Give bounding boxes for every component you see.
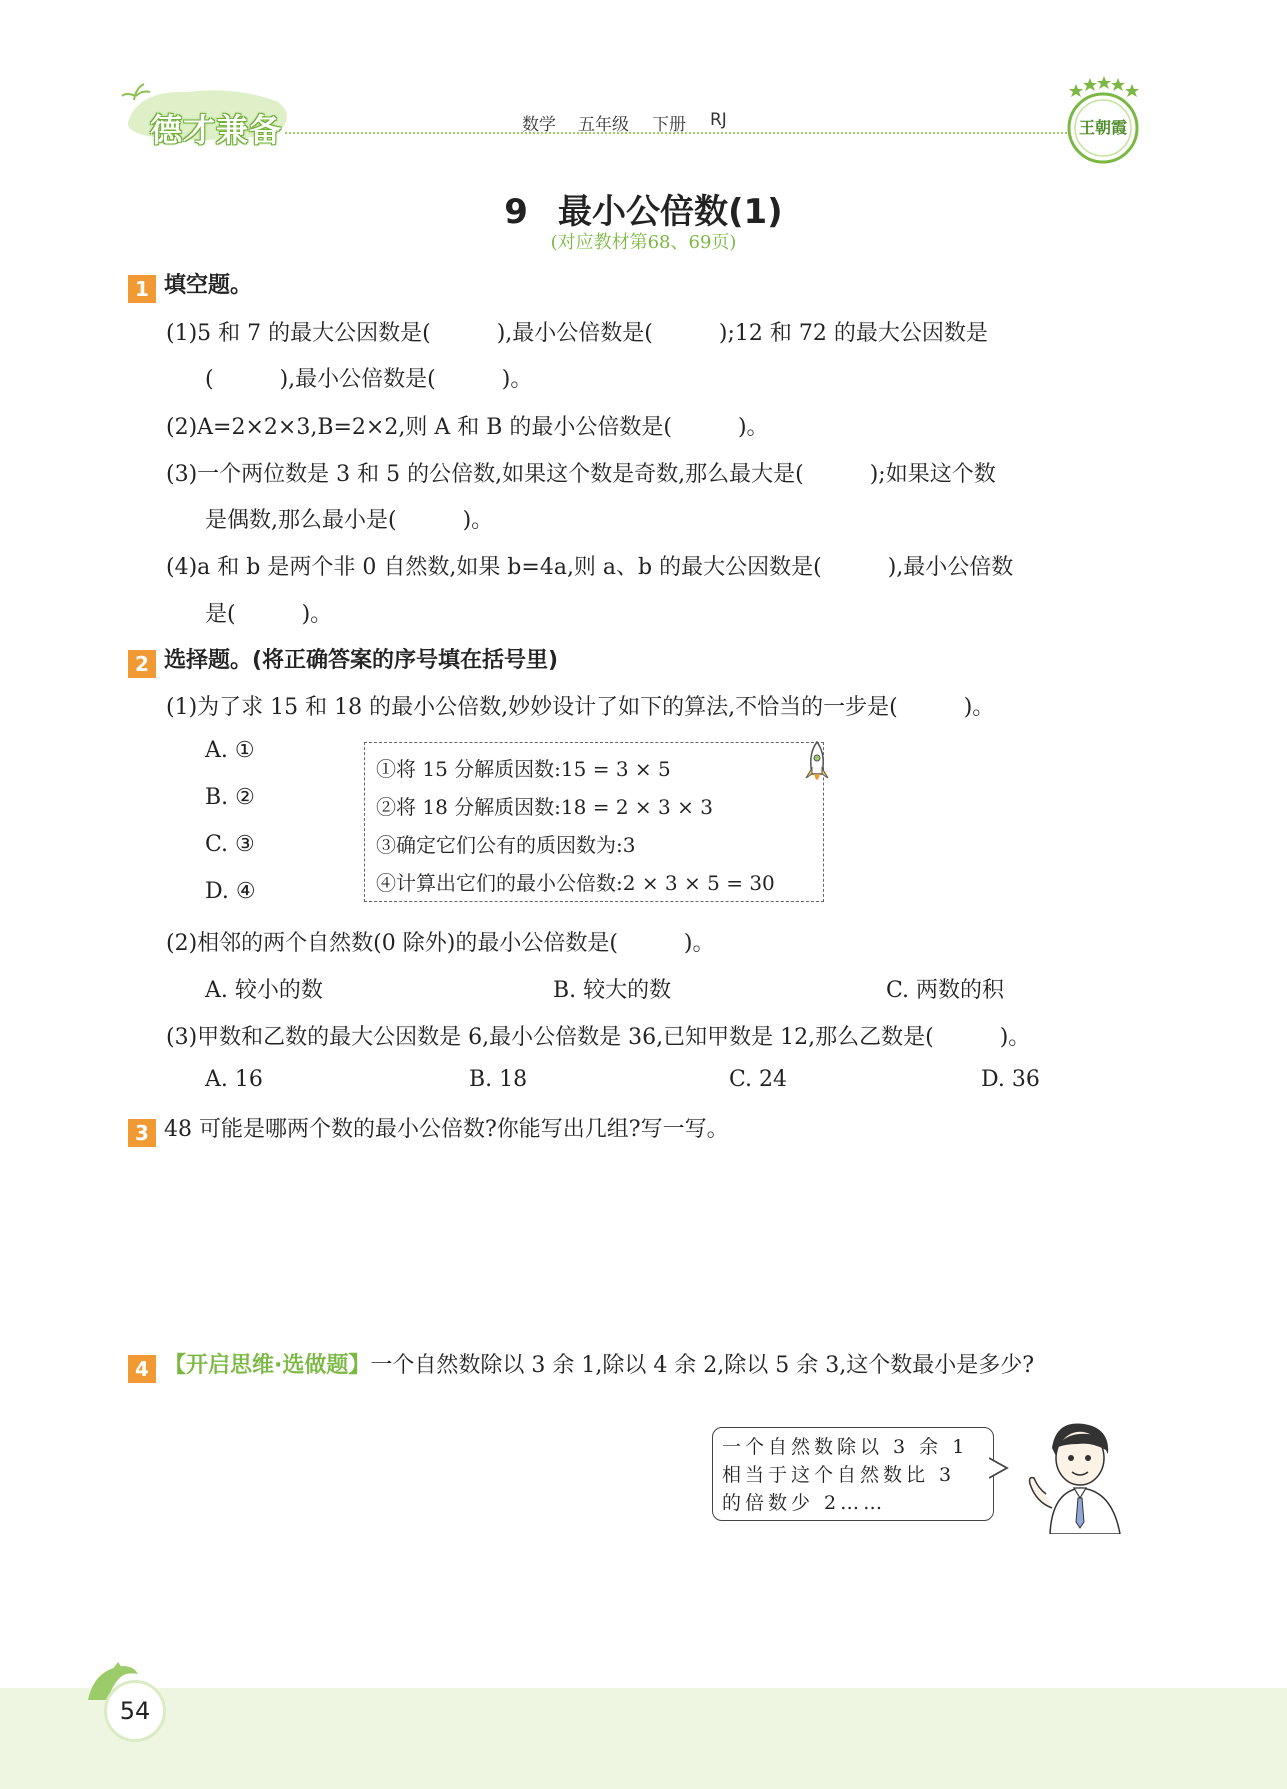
page-number: 54 (104, 1680, 166, 1742)
section-number-badge: 3 (128, 1119, 156, 1147)
hint-line-3: 的倍数少 2…… (722, 1492, 887, 1514)
s1-line-7: 是( )。 (205, 602, 333, 627)
section-number-badge: 1 (128, 275, 156, 303)
s2-q3-option-a: A. 16 (205, 1067, 263, 1092)
header-subject: 数学 (522, 115, 556, 135)
section-2-title: 选择题。(将正确答案的序号填在括号里) (164, 648, 559, 673)
s2-q2-option-b: B. 较大的数 (553, 978, 672, 1003)
s2-q2-option-c: C. 两数的积 (886, 978, 1005, 1003)
lesson-title: 最小公倍数(1) (557, 192, 783, 232)
s1-line-5: 是偶数,那么最小是( )。 (205, 508, 494, 533)
s2-q2-option-a: A. 较小的数 (205, 978, 323, 1003)
s2-q3-option-d: D. 36 (981, 1067, 1040, 1092)
hint-line-1: 一个自然数除以 3 余 1 (722, 1436, 969, 1458)
algorithm-step-1: ①将 15 分解质因数:15 = 3 × 5 (376, 757, 671, 781)
header-grade: 五年级 (578, 115, 629, 135)
section-1-heading (128, 268, 252, 303)
textbook-reference: (对应教材第68、69页) (550, 232, 737, 253)
s1-line-2: ( ),最小公倍数是( )。 (205, 367, 533, 392)
section-number-badge: 2 (128, 650, 156, 678)
badge-text: 王朝霞 (1078, 118, 1127, 137)
bubble-tail (989, 1456, 1009, 1484)
algorithm-step-4: ④计算出它们的最小公倍数:2 × 3 × 5 = 30 (376, 871, 775, 895)
s1-line-3: (2)A=2×2×3,B=2×2,则 A 和 B 的最小公倍数是( )。 (166, 415, 769, 440)
s2-q1-option-d: D. ④ (205, 879, 256, 904)
s2-question-3: (3)甲数和乙数的最大公因数是 6,最小公倍数是 36,已知甲数是 12,那么乙数是( )。 (166, 1025, 1031, 1050)
s2-q1-option-a: A. ① (205, 738, 255, 763)
s2-q1-option-c: C. ③ (205, 832, 255, 857)
algorithm-step-3: ③确定它们公有的质因数为:3 (376, 833, 636, 857)
hint-line-2: 相当于这个自然数比 3 (722, 1464, 956, 1486)
s2-q3-option-c: C. 24 (729, 1067, 788, 1092)
s2-q1-option-b: B. ② (205, 785, 255, 810)
footer-band (0, 1688, 1287, 1789)
section-3-text: 48 可能是哪两个数的最小公倍数?你能写出几组?写一写。 (164, 1117, 729, 1142)
section-4-heading (128, 1348, 1034, 1383)
lesson-number: 9 (504, 192, 528, 232)
header-volume: 下册 (652, 115, 686, 135)
section-4-tag: 【开启思维·选做题】 (164, 1353, 371, 1378)
s2-question-2: (2)相邻的两个自然数(0 除外)的最小公倍数是( )。 (166, 931, 715, 956)
section-4-text: 一个自然数除以 3 余 1,除以 4 余 2,除以 5 余 3,这个数最小是多少? (370, 1353, 1035, 1378)
section-3-heading (128, 1112, 729, 1147)
s2-question-1: (1)为了求 15 和 18 的最小公倍数,妙妙设计了如下的算法,不恰当的一步是( )。 (166, 695, 995, 720)
boy-character-icon (1022, 1418, 1130, 1534)
s1-line-1: (1)5 和 7 的最大公因数是( ),最小公倍数是( );12 和 72 的最大公因数是 (166, 321, 988, 346)
section-1-title: 填空题。 (164, 273, 253, 298)
header-edition: RJ (710, 110, 727, 130)
rocket-icon (802, 740, 832, 790)
page-title (0, 184, 1287, 233)
s1-line-6: (4)a 和 b 是两个非 0 自然数,如果 b=4a,则 a、b 的最大公因数是( ),最小公倍数 (166, 555, 1014, 580)
s2-q3-option-b: B. 18 (469, 1067, 528, 1092)
header-divider (285, 132, 1135, 134)
brand-name: 德才兼备 (150, 111, 283, 149)
section-number-badge: 4 (128, 1355, 156, 1383)
section-2-heading (128, 643, 558, 678)
s1-line-4: (3)一个两位数是 3 和 5 的公倍数,如果这个数是奇数,那么最大是( );如果这个数 (166, 462, 996, 487)
algorithm-step-2: ②将 18 分解质因数:18 = 2 × 3 × 3 (376, 795, 713, 819)
